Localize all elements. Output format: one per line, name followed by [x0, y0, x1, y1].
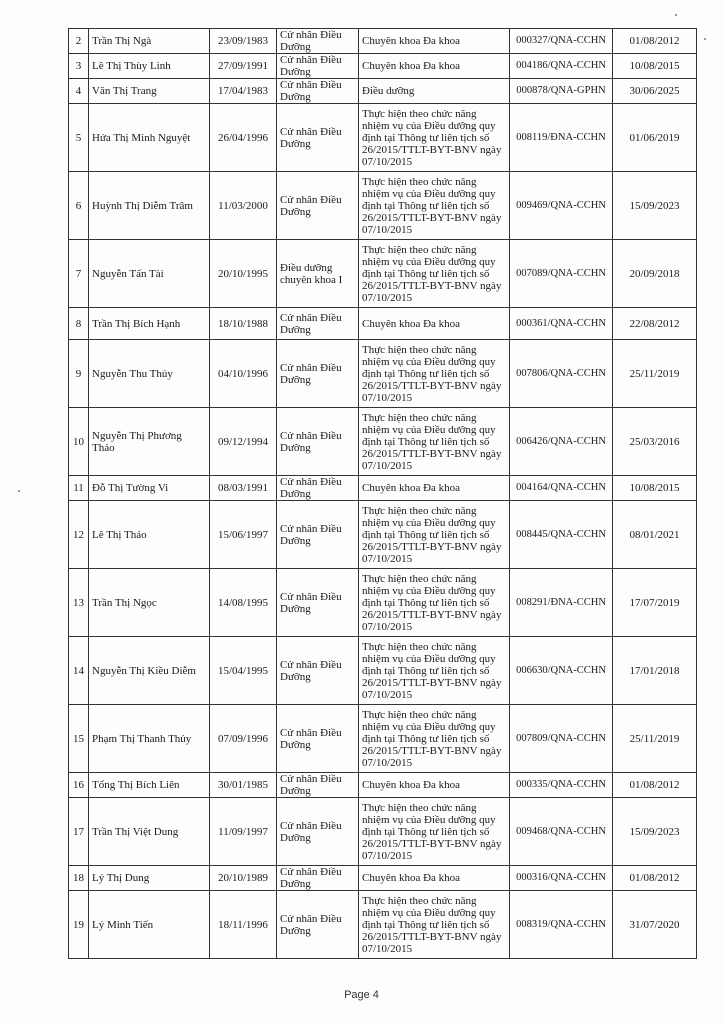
staff-name-cell: Lý Thị Dung [89, 866, 210, 891]
table-row [69, 637, 697, 705]
certificate-number-cell: 004186/QNA-CCHN [510, 54, 613, 79]
staff-name-cell: Lê Thị Thùy Linh [89, 54, 210, 79]
row-number-cell: 6 [69, 172, 89, 240]
qualification-cell: Cử nhân Điều Dưỡng [277, 29, 359, 54]
certificate-number-cell: 000316/QNA-CCHN [510, 866, 613, 891]
row-number-cell: 9 [69, 340, 89, 408]
qualification-cell: Cử nhân Điều Dưỡng [277, 866, 359, 891]
row-number-cell: 8 [69, 308, 89, 340]
date-of-birth-cell: 18/11/1996 [210, 891, 277, 959]
staff-name-cell: Nguyễn Thị Kiều Diễm [89, 637, 210, 705]
practice-scope-cell: Điều dưỡng [359, 79, 510, 104]
practice-scope-cell: Chuyên khoa Đa khoa [359, 476, 510, 501]
row-number-cell: 15 [69, 705, 89, 773]
staff-name-cell: Trần Thị Ngà [89, 29, 210, 54]
date-of-birth-cell: 26/04/1996 [210, 104, 277, 172]
date-of-birth-cell: 15/06/1997 [210, 501, 277, 569]
certificate-number-cell: 007089/QNA-CCHN [510, 240, 613, 308]
certificate-number-cell: 000878/QNA-GPHN [510, 79, 613, 104]
issue-date-cell: 22/08/2012 [613, 308, 697, 340]
date-of-birth-cell: 09/12/1994 [210, 408, 277, 476]
staff-name-cell: Tống Thị Bích Liên [89, 773, 210, 798]
issue-date-cell: 31/07/2020 [613, 891, 697, 959]
page-footer: Page 4 [344, 989, 379, 1001]
table-row [69, 240, 697, 308]
staff-name-cell: Huỳnh Thị Diễm Trâm [89, 172, 210, 240]
practice-scope-cell: Thực hiện theo chức năng nhiệm vụ của Điều dưỡng quy định tại Thông tư liên tịch số 26/2015/TTLT-BYT-BNV ngày 07/10/2015 [359, 705, 510, 773]
staff-name-cell: Trần Thị Bích Hạnh [89, 308, 210, 340]
qualification-cell: Cử nhân Điều Dưỡng [277, 54, 359, 79]
row-number-cell: 16 [69, 773, 89, 798]
date-of-birth-cell: 17/04/1983 [210, 79, 277, 104]
table-row [69, 773, 697, 798]
table-row [69, 104, 697, 172]
staff-name-cell: Lê Thị Thảo [89, 501, 210, 569]
practice-scope-cell: Thực hiện theo chức năng nhiệm vụ của Điều dưỡng quy định tại Thông tư liên tịch số 26/2015/TTLT-BYT-BNV ngày 07/10/2015 [359, 240, 510, 308]
qualification-cell: Cử nhân Điều Dưỡng [277, 773, 359, 798]
staff-name-cell: Nguyễn Tấn Tài [89, 240, 210, 308]
scan-speck [704, 38, 706, 40]
practice-scope-cell: Thực hiện theo chức năng nhiệm vụ của Điều dưỡng quy định tại Thông tư liên tịch số 26/2015/TTLT-BYT-BNV ngày 07/10/2015 [359, 408, 510, 476]
issue-date-cell: 17/01/2018 [613, 637, 697, 705]
date-of-birth-cell: 15/04/1995 [210, 637, 277, 705]
staff-name-cell: Trần Thị Ngọc [89, 569, 210, 637]
certificate-number-cell: 006630/QNA-CCHN [510, 637, 613, 705]
row-number-cell: 7 [69, 240, 89, 308]
table-row [69, 569, 697, 637]
date-of-birth-cell: 08/03/1991 [210, 476, 277, 501]
table-row [69, 308, 697, 340]
qualification-cell: Cử nhân Điều Dưỡng [277, 637, 359, 705]
practice-scope-cell: Thực hiện theo chức năng nhiệm vụ của Điều dưỡng quy định tại Thông tư liên tịch số 26/2015/TTLT-BYT-BNV ngày 07/10/2015 [359, 501, 510, 569]
row-number-cell: 10 [69, 408, 89, 476]
certificate-number-cell: 008319/QNA-CCHN [510, 891, 613, 959]
certificate-number-cell: 009468/QNA-CCHN [510, 798, 613, 866]
staff-table [68, 28, 697, 959]
practice-scope-cell: Thực hiện theo chức năng nhiệm vụ của Điều dưỡng quy định tại Thông tư liên tịch số 26/2015/TTLT-BYT-BNV ngày 07/10/2015 [359, 104, 510, 172]
table-row [69, 29, 697, 54]
issue-date-cell: 17/07/2019 [613, 569, 697, 637]
certificate-number-cell: 008445/QNA-CCHN [510, 501, 613, 569]
staff-name-cell: Đỗ Thị Tường Vi [89, 476, 210, 501]
table-row [69, 501, 697, 569]
qualification-cell: Cử nhân Điều Dưỡng [277, 308, 359, 340]
date-of-birth-cell: 23/09/1983 [210, 29, 277, 54]
issue-date-cell: 01/08/2012 [613, 29, 697, 54]
date-of-birth-cell: 30/01/1985 [210, 773, 277, 798]
table-row [69, 798, 697, 866]
staff-name-cell: Trần Thị Việt Dung [89, 798, 210, 866]
staff-name-cell: Văn Thị Trang [89, 79, 210, 104]
issue-date-cell: 25/11/2019 [613, 340, 697, 408]
certificate-number-cell: 004164/QNA-CCHN [510, 476, 613, 501]
certificate-number-cell: 000335/QNA-CCHN [510, 773, 613, 798]
table-row [69, 172, 697, 240]
row-number-cell: 11 [69, 476, 89, 501]
issue-date-cell: 25/03/2016 [613, 408, 697, 476]
date-of-birth-cell: 04/10/1996 [210, 340, 277, 408]
qualification-cell: Cử nhân Điều Dưỡng [277, 476, 359, 501]
qualification-cell: Cử nhân Điều Dưỡng [277, 79, 359, 104]
row-number-cell: 13 [69, 569, 89, 637]
issue-date-cell: 10/08/2015 [613, 54, 697, 79]
qualification-cell: Cử nhân Điều Dưỡng [277, 705, 359, 773]
date-of-birth-cell: 27/09/1991 [210, 54, 277, 79]
qualification-cell: Cử nhân Điều Dưỡng [277, 569, 359, 637]
issue-date-cell: 08/01/2021 [613, 501, 697, 569]
row-number-cell: 19 [69, 891, 89, 959]
table-row [69, 54, 697, 79]
qualification-cell: Cử nhân Điều Dưỡng [277, 501, 359, 569]
table-body [69, 29, 697, 959]
issue-date-cell: 20/09/2018 [613, 240, 697, 308]
staff-name-cell: Phạm Thị Thanh Thủy [89, 705, 210, 773]
date-of-birth-cell: 14/08/1995 [210, 569, 277, 637]
table-row [69, 476, 697, 501]
qualification-cell: Cử nhân Điều Dưỡng [277, 408, 359, 476]
table-row [69, 705, 697, 773]
table-row [69, 408, 697, 476]
issue-date-cell: 01/06/2019 [613, 104, 697, 172]
qualification-cell: Cử nhân Điều Dưỡng [277, 172, 359, 240]
practice-scope-cell: Thực hiện theo chức năng nhiệm vụ của Điều dưỡng quy định tại Thông tư liên tịch số 26/2015/TTLT-BYT-BNV ngày 07/10/2015 [359, 172, 510, 240]
issue-date-cell: 30/06/2025 [613, 79, 697, 104]
issue-date-cell: 25/11/2019 [613, 705, 697, 773]
qualification-cell: Cử nhân Điều Dưỡng [277, 891, 359, 959]
row-number-cell: 5 [69, 104, 89, 172]
table-row [69, 79, 697, 104]
row-number-cell: 3 [69, 54, 89, 79]
scan-speck [18, 490, 20, 492]
practice-scope-cell: Chuyên khoa Đa khoa [359, 308, 510, 340]
issue-date-cell: 15/09/2023 [613, 172, 697, 240]
qualification-cell: Điều dưỡng chuyên khoa I [277, 240, 359, 308]
qualification-cell: Cử nhân Điều Dưỡng [277, 798, 359, 866]
practice-scope-cell: Chuyên khoa Đa khoa [359, 773, 510, 798]
certificate-number-cell: 007806/QNA-CCHN [510, 340, 613, 408]
row-number-cell: 12 [69, 501, 89, 569]
practice-scope-cell: Chuyên khoa Đa khoa [359, 29, 510, 54]
certificate-number-cell: 006426/QNA-CCHN [510, 408, 613, 476]
staff-name-cell: Nguyễn Thu Thủy [89, 340, 210, 408]
date-of-birth-cell: 07/09/1996 [210, 705, 277, 773]
practice-scope-cell: Thực hiện theo chức năng nhiệm vụ của Điều dưỡng quy định tại Thông tư liên tịch số 26/2015/TTLT-BYT-BNV ngày 07/10/2015 [359, 891, 510, 959]
issue-date-cell: 15/09/2023 [613, 798, 697, 866]
certificate-number-cell: 007809/QNA-CCHN [510, 705, 613, 773]
row-number-cell: 4 [69, 79, 89, 104]
table-row [69, 866, 697, 891]
certificate-number-cell: 008119/ĐNA-CCHN [510, 104, 613, 172]
scan-speck [675, 14, 677, 16]
date-of-birth-cell: 11/03/2000 [210, 172, 277, 240]
practice-scope-cell: Thực hiện theo chức năng nhiệm vụ của Điều dưỡng quy định tại Thông tư liên tịch số 26/2015/TTLT-BYT-BNV ngày 07/10/2015 [359, 340, 510, 408]
table-row [69, 891, 697, 959]
row-number-cell: 18 [69, 866, 89, 891]
issue-date-cell: 01/08/2012 [613, 773, 697, 798]
certificate-number-cell: 009469/QNA-CCHN [510, 172, 613, 240]
staff-name-cell: Lý Minh Tiến [89, 891, 210, 959]
staff-name-cell: Hứa Thị Minh Nguyệt [89, 104, 210, 172]
practice-scope-cell: Thực hiện theo chức năng nhiệm vụ của Điều dưỡng quy định tại Thông tư liên tịch số 26/2015/TTLT-BYT-BNV ngày 07/10/2015 [359, 798, 510, 866]
certificate-number-cell: 000327/QNA-CCHN [510, 29, 613, 54]
issue-date-cell: 01/08/2012 [613, 866, 697, 891]
row-number-cell: 2 [69, 29, 89, 54]
row-number-cell: 17 [69, 798, 89, 866]
date-of-birth-cell: 11/09/1997 [210, 798, 277, 866]
staff-name-cell: Nguyễn Thị Phương Thảo [89, 408, 210, 476]
date-of-birth-cell: 18/10/1988 [210, 308, 277, 340]
row-number-cell: 14 [69, 637, 89, 705]
practice-scope-cell: Chuyên khoa Đa khoa [359, 866, 510, 891]
qualification-cell: Cử nhân Điều Dưỡng [277, 340, 359, 408]
issue-date-cell: 10/08/2015 [613, 476, 697, 501]
certificate-number-cell: 008291/ĐNA-CCHN [510, 569, 613, 637]
practice-scope-cell: Chuyên khoa Đa khoa [359, 54, 510, 79]
practice-scope-cell: Thực hiện theo chức năng nhiệm vụ của Điều dưỡng quy định tại Thông tư liên tịch số 26/2015/TTLT-BYT-BNV ngày 07/10/2015 [359, 569, 510, 637]
qualification-cell: Cử nhân Điều Dưỡng [277, 104, 359, 172]
certificate-number-cell: 000361/QNA-CCHN [510, 308, 613, 340]
table-row [69, 340, 697, 408]
date-of-birth-cell: 20/10/1989 [210, 866, 277, 891]
practice-scope-cell: Thực hiện theo chức năng nhiệm vụ của Điều dưỡng quy định tại Thông tư liên tịch số 26/2015/TTLT-BYT-BNV ngày 07/10/2015 [359, 637, 510, 705]
date-of-birth-cell: 20/10/1995 [210, 240, 277, 308]
